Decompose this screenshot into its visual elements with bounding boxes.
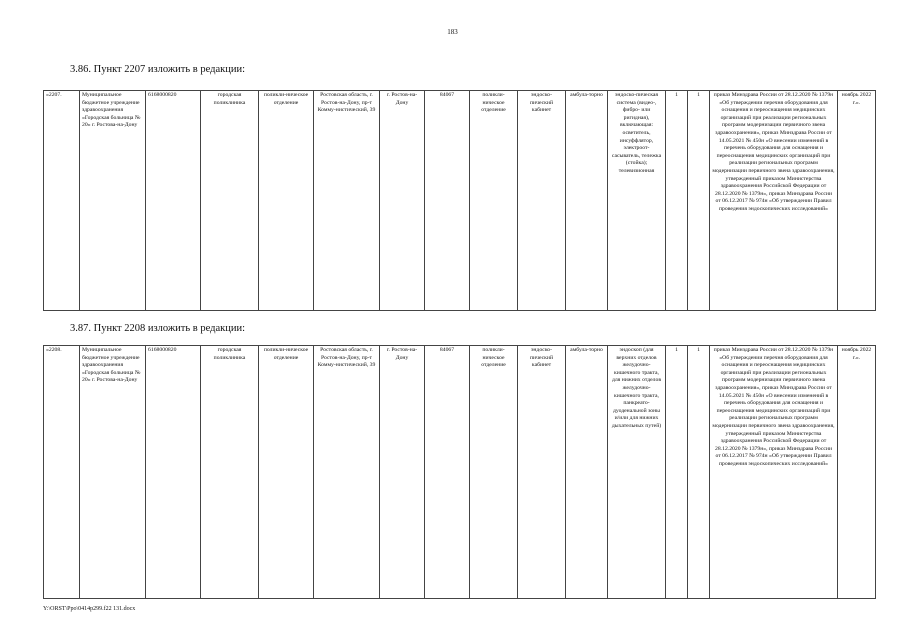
table-row (44, 91, 876, 311)
cell-quantity-1: 1 (666, 346, 688, 599)
cell-quantity-1: 1 (666, 91, 688, 311)
section-heading-2207: 3.86. Пункт 2207 изложить в редакции: (70, 64, 245, 75)
cell-facility-type: городская поликлиника (201, 346, 259, 599)
record-table-2208 (43, 345, 876, 599)
cell-quantity-2: 1 (688, 346, 710, 599)
record-table-2207 (43, 90, 876, 311)
cell-equipment: эндоско-пическая система (видео-, фибро- или ригидная), включающая: осветитель, инсуффлятор, электроот-сасыватель, тележка (стойка); телевизионная (608, 91, 666, 311)
cell-quantity-2: 1 (688, 91, 710, 311)
table-row (44, 346, 876, 599)
cell-department: поликли-ническое отделение (470, 91, 518, 311)
cell-mode: амбула-торно (566, 346, 608, 599)
cell-inn: 6168000820 (146, 346, 201, 599)
cell-legal-basis: приказ Минздрава России от 28.12.2020 № 1379н «Об утверждении перечня оборудования для оснащения и переоснащения медицинских организаций при реализации региональных программ модернизации первичного звена здравоохранения», приказ Минздрава России от 14.05.2021 № 450н «О внесении изменений в перечень оборудования для оснащения и переоснащения медицинских организаций при реализации региональных программ модернизации первичного звена здравоохранения, утвержденный приказом Министерства здравоохранения Российской Федерации от 28.12.2020 № 1379н», приказ Минздрава России от 06.12.2017 № 974н «Об утверждении Правил проведения эндоскопических исследований» (710, 346, 838, 599)
cell-code: 84067 (425, 91, 470, 311)
cell-city: г. Ростов-на-Дону (380, 91, 425, 311)
cell-organization: Муниципальное бюджетное учреждение здравоохранения «Городская больница № 20» г. Ростова-на-Дону (80, 91, 146, 311)
cell-organization: Муниципальное бюджетное учреждение здравоохранения «Городская больница № 20» г. Ростова-на-Дону (80, 346, 146, 599)
cell-inn: 6168000820 (146, 91, 201, 311)
cell-code: 84067 (425, 346, 470, 599)
cell-address: Ростовская область, г. Ростов-на-Дону, пр-т Комму-нистический, 39 (314, 91, 380, 311)
cell-room: эндоско-пический кабинет (518, 346, 566, 599)
cell-city: г. Ростов-на-Дону (380, 346, 425, 599)
cell-unit: поликли-ническое отделение (259, 91, 314, 311)
cell-equipment: эндоскоп (для верхних отделов желудочно-кишечного тракта, для нижних отделов желудочно-кишечного тракта, панкреато-дуоденальной зоны и/или для нижних дыхательных путей) (608, 346, 666, 599)
cell-mode: амбула-торно (566, 91, 608, 311)
cell-date: ноябрь 2022 г.». (838, 91, 876, 311)
page-number: 183 (447, 28, 458, 36)
cell-unit: поликли-ническое отделение (259, 346, 314, 599)
cell-number: «2208. (44, 346, 80, 599)
cell-room: эндоско-пический кабинет (518, 91, 566, 311)
cell-legal-basis: приказ Минздрава России от 28.12.2020 № 1379н «Об утверждении перечня оборудования для оснащения и переоснащения медицинских организаций при реализации региональных программ модернизации первичного звена здравоохранения», приказ Минздрава России от 14.05.2021 № 450н «О внесении изменений в перечень оборудования для оснащения и переоснащения медицинских организаций при реализации региональных программ модернизации первичного звена здравоохранения, утвержденный приказом Министерства здравоохранения Российской Федерации от 28.12.2020 № 1379н», приказ Минздрава России от 06.12.2017 № 974н «Об утверждении Правил проведения эндоскопических исследований» (710, 91, 838, 311)
cell-address: Ростовская область, г. Ростов-на-Дону, пр-т Комму-нистический, 39 (314, 346, 380, 599)
cell-number: «2207. (44, 91, 80, 311)
cell-department: поликли-ническое отделение (470, 346, 518, 599)
cell-date: ноябрь 2022 г.». (838, 346, 876, 599)
cell-facility-type: городская поликлиника (201, 91, 259, 311)
file-path-footer: Y:\ORST\Ppo\0414p299.f22 131.docx (43, 606, 136, 612)
section-heading-2208: 3.87. Пункт 2208 изложить в редакции: (70, 323, 245, 334)
